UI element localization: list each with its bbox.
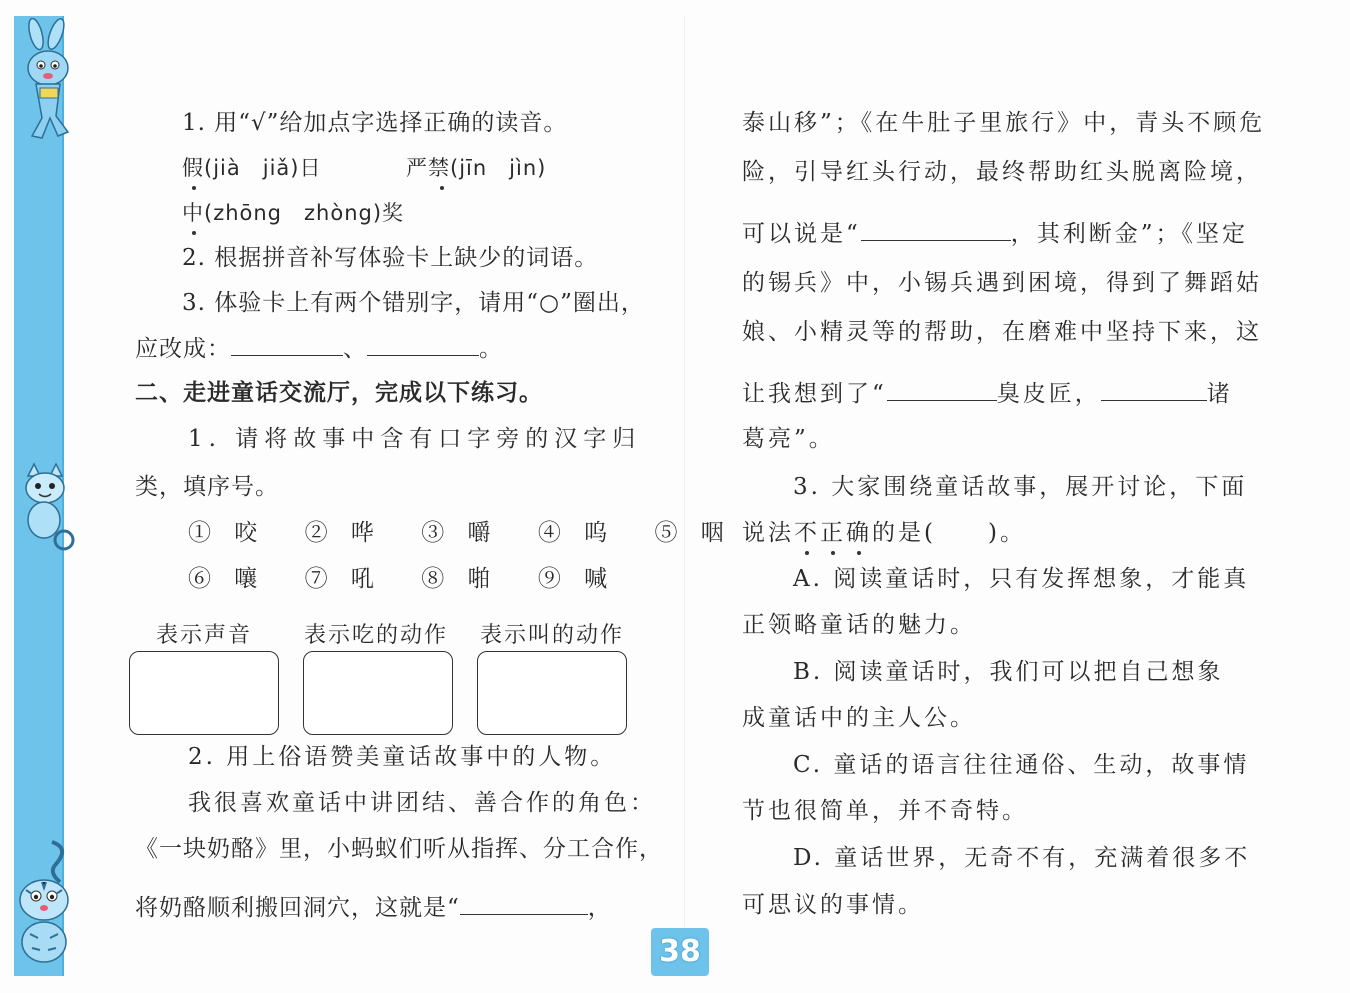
emphasis-dot: [857, 551, 861, 555]
s2-q1-text: 1. 请将故事中含有口字旁的汉字归: [188, 426, 642, 452]
q3-stem: 3. 大家围绕童话故事，展开讨论，下面: [793, 474, 1248, 500]
char-item: ④ 呜: [537, 520, 609, 546]
box-label-sound: 表示声音: [156, 623, 253, 648]
emphasis-dot: [831, 551, 835, 555]
s2-q2-text: 2. 用上俗语赞美童话故事中的人物。: [188, 744, 617, 770]
paragraph-text: 可以说是“: [742, 221, 861, 247]
q2-text: 2. 根据拼音补写体验卡上缺少的词语。: [182, 245, 599, 271]
paragraph-line: 我很喜欢童话中讲团结、善合作的角色：: [188, 790, 656, 816]
paragraph-line-blank: [135, 892, 612, 923]
answer-blank[interactable]: [367, 333, 479, 356]
option-b-cont: 成童话中的主人公。: [742, 705, 976, 731]
pinyin-option-zhong: 中(zhōng zhòng)奖: [182, 201, 405, 225]
char-list-row-1: [188, 518, 725, 548]
q3-stem-cont: 说法不正确的是( )。: [742, 520, 1026, 546]
char-item: ⑧ 啪: [421, 566, 492, 592]
emphasis-dot: [192, 186, 196, 190]
char-item: ⑦ 吼: [304, 566, 375, 592]
emphasis-dot: [440, 186, 444, 190]
char-item: ⑨ 喊: [537, 566, 609, 592]
paragraph-text: ，其利断金”；《坚定: [1010, 221, 1249, 247]
pinyin-option-jin: 严禁(jīn jìn): [406, 156, 547, 180]
option-d[interactable]: D. 童话世界，无奇不有，充满着很多不: [793, 845, 1251, 871]
pinyin-option-jia: 假(jià jiǎ)日: [182, 156, 322, 180]
q3-answer-line: [135, 333, 503, 364]
q3-answer-end: 。: [479, 336, 503, 362]
answer-blank[interactable]: [231, 333, 343, 356]
paragraph-line: 泰山移”；《在牛肚子里旅行》中，青头不顾危: [742, 110, 1266, 136]
answer-blank[interactable]: [460, 892, 588, 915]
q3-answer-separator: 、: [343, 336, 367, 362]
box-label-eating: 表示吃的动作: [304, 623, 449, 648]
answer-box-sound[interactable]: [129, 651, 279, 735]
answer-box-calling[interactable]: [477, 651, 627, 735]
answer-blank[interactable]: [887, 378, 997, 401]
paragraph-text: 让我想到了“: [742, 381, 887, 407]
option-c[interactable]: C. 童话的语言往往通俗、生动，故事情: [793, 752, 1250, 778]
char-item: ① 咬: [188, 520, 259, 546]
paragraph-line: 《一块奶酪》里，小蚂蚁们听从指挥、分工合作，: [135, 836, 663, 862]
box-label-calling: 表示叫的动作: [480, 623, 625, 648]
tiger-icon: [12, 838, 78, 968]
option-c-cont: 节也很简单，并不奇特。: [742, 798, 1028, 824]
paragraph-text: 诸: [1206, 381, 1233, 407]
answer-blank[interactable]: [1101, 378, 1207, 401]
char-item: ⑤ 咽: [654, 520, 725, 546]
answer-box-eating[interactable]: [303, 651, 453, 735]
option-a[interactable]: A. 阅读童话时，只有发挥想象，才能真: [793, 566, 1250, 592]
char-list-row-2: [188, 564, 608, 594]
paragraph-line: 葛亮”。: [742, 426, 835, 452]
paragraph-line: 娘、小精灵等的帮助，在磨难中坚持下来，这: [742, 319, 1262, 345]
answer-blank[interactable]: [861, 218, 1011, 241]
paragraph-line-blank: [742, 218, 1248, 249]
page-number: 38: [651, 928, 709, 976]
option-a-cont: 正领略童话的魅力。: [742, 612, 976, 638]
q3-answer-prefix: 应改成：: [135, 336, 231, 362]
q1-text: 1. 用“√”给加点字选择正确的读音。: [182, 110, 568, 136]
rabbit-icon: [12, 18, 82, 143]
q3-text: 3. 体验卡上有两个错别字，请用“○”圈出，: [182, 290, 645, 316]
paragraph-line: 险，引导红头行动，最终帮助红头脱离险境，: [742, 159, 1262, 185]
paragraph-text: 将奶酪顺利搬回洞穴，这就是“: [135, 895, 460, 921]
char-item: ② 哗: [304, 520, 375, 546]
paragraph-text: ，: [587, 895, 612, 921]
emphasis-dot: [192, 231, 196, 235]
paragraph-line: 的锡兵》中，小锡兵遇到困境，得到了舞蹈姑: [742, 270, 1262, 296]
center-fold: [684, 16, 685, 976]
option-b[interactable]: B. 阅读童话时，我们可以把自己想象: [793, 659, 1224, 685]
emphasis-dot: [805, 551, 809, 555]
paragraph-line-blank: [742, 378, 1233, 409]
paragraph-text: 臭皮匠，: [996, 381, 1101, 407]
cat-icon: [14, 462, 76, 552]
section-2-heading: 二、走进童话交流厅，完成以下练习。: [135, 380, 543, 406]
option-d-cont: 可思议的事情。: [742, 892, 924, 918]
char-item: ⑥ 嚷: [188, 566, 259, 592]
s2-q1-text-cont: 类，填序号。: [135, 474, 279, 500]
char-item: ③ 嚼: [421, 520, 492, 546]
